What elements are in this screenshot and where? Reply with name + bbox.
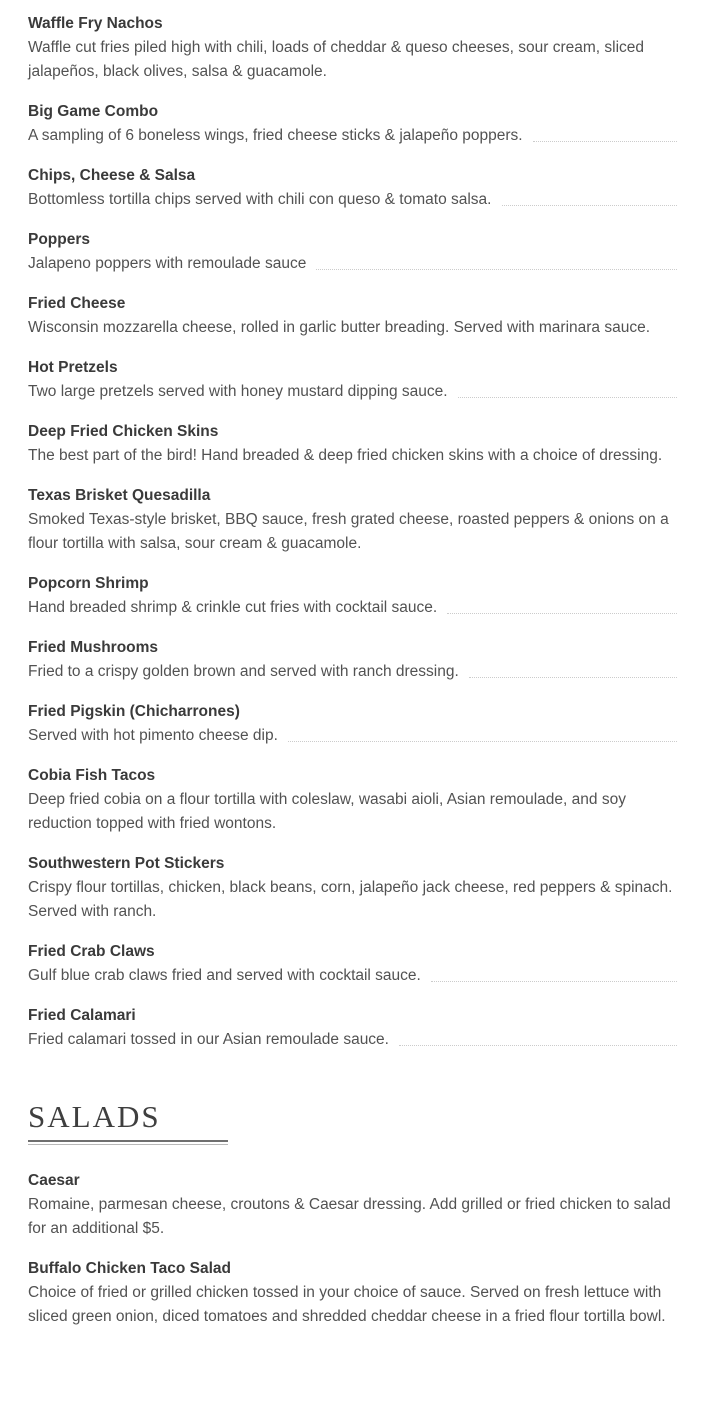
- menu-item: [28, 572, 677, 620]
- menu-item: [28, 940, 677, 988]
- section-header: [28, 1098, 677, 1145]
- menu-section: [28, 1098, 677, 1329]
- menu-item: [28, 356, 677, 404]
- menu-item-description: Fried calamari tossed in our Asian remoulade sauce.: [28, 1031, 389, 1048]
- menu-item-description: A sampling of 6 boneless wings, fried cheese sticks & jalapeño poppers.: [28, 127, 523, 144]
- menu-item-name: Buffalo Chicken Taco Salad: [28, 1260, 231, 1277]
- dotted-leader: [447, 613, 677, 614]
- menu-item-name: Fried Crab Claws: [28, 943, 155, 960]
- menu-item-description: Smoked Texas-style brisket, BBQ sauce, fresh grated cheese, roasted peppers & onions on a flour tortilla with salsa, sour cream & guacamole.: [28, 511, 669, 552]
- section-title: SALADS: [28, 1099, 161, 1134]
- section-items: [28, 12, 677, 1052]
- menu-item-description: Choice of fried or grilled chicken tossed in your choice of sauce. Served on fresh lettuce with sliced green onion, diced tomatoes and shredded cheddar cheese in a fried flour tortilla bowl.: [28, 1284, 666, 1325]
- menu-item-name: Poppers: [28, 231, 91, 248]
- menu-item-name: Deep Fried Chicken Skins: [28, 423, 219, 440]
- menu-item-name: Fried Pigskin (Chicharrones): [28, 703, 240, 720]
- menu-section: [28, 12, 677, 1052]
- menu-item: [28, 1169, 677, 1241]
- menu-item-name: Chips, Cheese & Salsa: [28, 167, 196, 184]
- menu-item-description-row: [28, 316, 677, 340]
- menu-item: [28, 164, 677, 212]
- dotted-leader: [399, 1045, 677, 1046]
- menu-item-description-row: [28, 660, 677, 684]
- dotted-leader: [431, 981, 677, 982]
- menu-item-description-row: [28, 1028, 677, 1052]
- menu-item-name: Big Game Combo: [28, 103, 159, 120]
- menu-item-description: Romaine, parmesan cheese, croutons & Caesar dressing. Add grilled or fried chicken to salad for an additional $5.: [28, 1196, 671, 1237]
- dotted-leader: [458, 397, 677, 398]
- menu-item: [28, 852, 677, 924]
- dotted-leader: [469, 677, 677, 678]
- menu-item-description: Wisconsin mozzarella cheese, rolled in garlic butter breading. Served with marinara sauce.: [28, 319, 651, 336]
- dotted-leader: [288, 741, 677, 742]
- menu-item-description: Deep fried cobia on a flour tortilla with coleslaw, wasabi aioli, Asian remoulade, and soy reduction topped with fried wontons.: [28, 791, 626, 832]
- menu-item-description-row: [28, 876, 677, 924]
- menu-item-description: Waffle cut fries piled high with chili, loads of cheddar & queso cheeses, sour cream, sliced jalapeños, black olives, salsa & guacamole.: [28, 39, 645, 80]
- menu-item-description-row: [28, 444, 677, 468]
- menu-item-name: Texas Brisket Quesadilla: [28, 487, 211, 504]
- menu-item: [28, 1257, 677, 1329]
- menu-item: [28, 292, 677, 340]
- menu-item-description-row: [28, 124, 677, 148]
- menu-item-description-row: [28, 596, 677, 620]
- menu-item-description-row: [28, 724, 677, 748]
- menu-item-description-row: [28, 252, 677, 276]
- menu-item-name: Hot Pretzels: [28, 359, 118, 376]
- menu-item-name: Fried Mushrooms: [28, 639, 159, 656]
- menu-item-name: Fried Cheese: [28, 295, 126, 312]
- menu-item-description-row: [28, 788, 677, 836]
- menu-item-description: Crispy flour tortillas, chicken, black beans, corn, jalapeño jack cheese, red peppers & spinach. Served with ranch.: [28, 879, 673, 920]
- section-items: [28, 1169, 677, 1329]
- menu-item: [28, 12, 677, 84]
- menu-item-description: Gulf blue crab claws fried and served with cocktail sauce.: [28, 967, 421, 984]
- menu-item-description: Fried to a crispy golden brown and served with ranch dressing.: [28, 663, 459, 680]
- menu-item-description: Bottomless tortilla chips served with chili con queso & tomato salsa.: [28, 191, 492, 208]
- menu-item: [28, 1004, 677, 1052]
- dotted-leader: [316, 269, 677, 270]
- menu-item-name: Southwestern Pot Stickers: [28, 855, 225, 872]
- menu-item: [28, 420, 677, 468]
- menu-item-description: Two large pretzels served with honey mustard dipping sauce.: [28, 383, 448, 400]
- menu-item-description: Jalapeno poppers with remoulade sauce: [28, 255, 307, 272]
- menu-item-name: Fried Calamari: [28, 1007, 136, 1024]
- menu-item-description: The best part of the bird! Hand breaded & deep fried chicken skins with a choice of dressing.: [28, 447, 663, 464]
- menu-item-name: Cobia Fish Tacos: [28, 767, 156, 784]
- menu-item-name: Caesar: [28, 1172, 80, 1189]
- menu-item: [28, 636, 677, 684]
- menu-item-description-row: [28, 964, 677, 988]
- menu-item-description-row: [28, 1193, 677, 1241]
- dotted-leader: [533, 141, 677, 142]
- menu-item-description: Served with hot pimento cheese dip.: [28, 727, 278, 744]
- menu-item-description-row: [28, 36, 677, 84]
- menu-item-name: Popcorn Shrimp: [28, 575, 149, 592]
- section-title-underline: [28, 1140, 228, 1145]
- menu-item-description-row: [28, 1281, 677, 1329]
- menu-item-description: Hand breaded shrimp & crinkle cut fries with cocktail sauce.: [28, 599, 438, 616]
- menu-item-description-row: [28, 188, 677, 212]
- dotted-leader: [502, 205, 678, 206]
- menu-item: [28, 764, 677, 836]
- menu-item-description-row: [28, 508, 677, 556]
- menu-item-name: Waffle Fry Nachos: [28, 15, 163, 32]
- menu-item-description-row: [28, 380, 677, 404]
- menu-item: [28, 484, 677, 556]
- menu-item: [28, 228, 677, 276]
- menu-item: [28, 100, 677, 148]
- menu-item: [28, 700, 677, 748]
